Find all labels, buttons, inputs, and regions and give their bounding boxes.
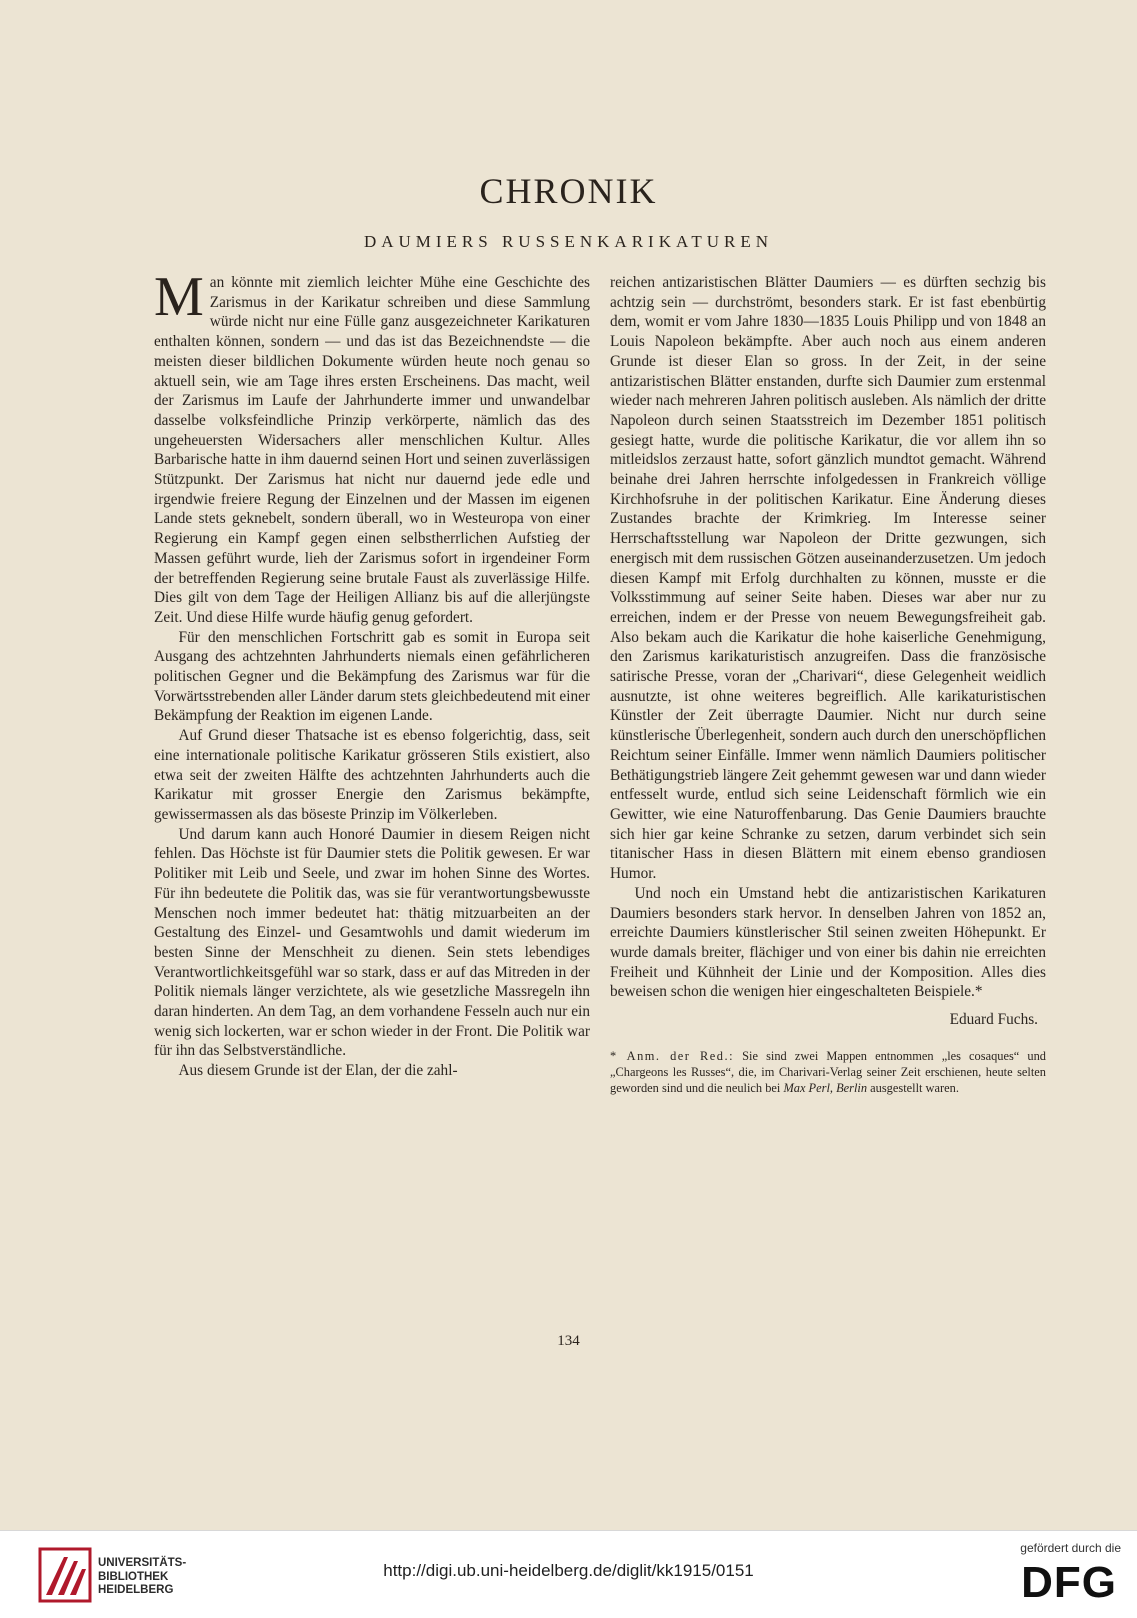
paragraph: Und noch ein Umstand hebt die antizaristischen Karikaturen Daumiers besonders stark hervor. In denselben Jahren von 1852 an, erreichte Daumiers künstlerischer Stil seinen zweiten Höhepunkt. Er wurde damals breiter, flächiger und von einer bis dahin nie erreichten Freiheit und Kühnheit der Linie und der Komposition. Alles dies beweisen schon die wenigen hier eingeschalteten Beispiele.* xyxy=(610,884,1046,1001)
page-number: 134 xyxy=(557,1333,580,1349)
article-subtitle: DAUMIERS RUSSENKARIKATUREN xyxy=(363,232,774,251)
paragraph xyxy=(154,266,590,628)
paragraph: Für den menschlichen Fortschritt gab es somit in Europa seit Ausgang des achtzehnten Jahrhunderts niemals einen gefährlicheren politischen Gegner und die Bekämpfung des Zarismus war für die Vorwärtsstrebenden aller Länder darum stets gleichbedeutend mit einer Bekämpfung der Reaktion im eigenen Lande. xyxy=(154,628,590,725)
left-column xyxy=(154,266,590,1081)
paragraph: Und darum kann auch Honoré Daumier in diesem Reigen nicht fehlen. Das Höchste ist für Daumier stets die Politik gewesen. Er war Politiker mit Leib und Seele, und zwar im hohen Sinne des Wortes. Für ihn bedeutete die Politik das, was sie für verantwortungsbewusste Menschen noch immer bedeutet hat: thätig mitzuarbeiten an der Gestaltung des Einzel- und Gesamtwohls und damit wiederum im besten Sinne der Menschheit zu dienen. Sein stets lebendiges Verantwortlichkeitsgefühl war so stark, dass er auf das Mitreden in der Politik niemals länger verzichtete, als wie gesetzliche Massregeln ihn daran hinderten. An dem Tag, an dem vorhandene Fesseln auch nur ein wenig sich lockerten, war er schon wieder in der Front. Die Politik war für ihn das Selbstverständliche. xyxy=(154,825,590,1060)
drop-cap: M xyxy=(154,266,204,328)
paragraph-text: an könnte mit ziemlich leichter Mühe eine Geschichte des Zarismus in der Karikatur schreiben und diese Sammlung würde nicht nur eine Fülle ganz ausgezeichneter Karikaturen enthalten können, sondern — und das ist das Bezeichnendste — die meisten dieser bildlichen Dokumente würden heute noch genau so aktuell sein, wie am Tage ihres ersten Erscheinens. Das macht, weil der Zarismus im Laufe der Jahrhunderte immer und unwandelbar dasselbe volksfeindliche Prinzip verkörperte, nämlich das des ungeheuersten Widersachers aller menschlichen Kultur. Alles Barbarische hatte in ihm dauernd seinen Hort und seinen zuverlässigen Stützpunkt. Der Zarismus hat nicht nur dauernd jede edle und irgendwie freiere Regung der Einzelnen und der Massen im eigenen Lande stets geknebelt, sondern überall, wo in Westeuropa von einer Regierung ein Kampf gegen einen selbstherrlichen Aufstieg der Massen geführt wurde, lieh der Zarismus sofort in irgendeiner Form der betreffenden Regierung seine brutale Faust als zuverlässige Hilfe. Dies gilt von dem Tage der Heiligen Allianz bis auf die allerjüngste Zeit. Und diese Hilfe wurde häufig genug gefordert. xyxy=(154,274,590,626)
funding-credit: gefördert durch die xyxy=(1020,1541,1121,1555)
page-title: CHRONIK xyxy=(479,171,658,211)
library-line: BIBLIOTHEK xyxy=(98,1570,169,1583)
footer-bar xyxy=(0,1530,1137,1618)
footnote-text: Sie sind zwei Mappen entnommen „les cosaques“ und „Chargeons les Russes“, die, im Charivari-Verlag seiner Zeit erschienen, heute selten geworden sind und die neulich bei xyxy=(610,1048,1046,1095)
footnote xyxy=(610,1048,1046,1096)
footnote-lead: * Anm. der Red.: xyxy=(610,1048,735,1063)
footnote-end: ausgestellt waren. xyxy=(867,1080,959,1095)
paragraph: Auf Grund dieser Thatsache ist es ebenso folgerichtig, dass, seit eine internationale politische Karikatur grösseren Stils existiert, also etwa seit der zweiten Hälfte des achtzehnten Jahrhunderts auch die Karikatur mit grosser Energie den Zarismus bekämpfte, gewissermassen als das böseste Prinzip im Völkerleben. xyxy=(154,727,590,823)
paragraph: reichen antizaristischen Blätter Daumiers — es dürften sechzig bis achtzig sein — durchströmt, besonders stark. Er ist fast ebenbürtig dem, womit er vom Jahre 1830—1835 Louis Philipp und von 1848 an Louis Napoleon bekämpfte. Aber auch noch aus einem anderen Grunde ist dieser Elan so gross. In der Zeit, in der seine antizaristischen Blätter enstanden, durfte sich Daumier zum erstenmal wieder nach mehreren Jahren politisch ausleben. Als nämlich der dritte Napoleon durch seinen Staatsstreich im Dezember 1851 politisch gesiegt hatte, wurde die politische Karikatur, die vor allem ihn so mitleidslos zerzaust hatte, sofort gänzlich mundtot gemacht. Während beinahe drei Jahren herrschte infolgedessen in Frankreich völlige Kirchhofsruhe in der politischen Karikatur. Eine Änderung dieses Zustandes brachte der Krimkrieg. Im Interesse seiner Herrschaftsstellung war Napoleon der Dritte gezwungen, sich energisch mit dem russischen Götzen auseinanderzusetzen. Um jedoch diesen Kampf mit Erfolg durchhalten zu können, musste er die Volksstimmung auf seiner Seite haben. Dieses war aber nur zu erreichen, indem er der Presse von neuem Bewegungsfreiheit gab. Also bekam auch die Karikatur die hohe kaiserliche Genehmigung, den Zarismus karikaturistisch anzugreifen. Dass die französische satirische Presse, voran der „Charivari“, diese Gelegenheit weidlich ausnutzte, ist ohne weiteres begreiflich. Alle karikaturistischen Künstler der Zeit überragte Daumier. Nicht nur durch seine künstlerische Überlegenheit, sondern auch durch den unerschöpflichen Reichtum seiner Einfälle. Immer wenn nämlich Daumiers politischer Bethätigungstrieb längere Zeit gehemmt gewesen war und dann wieder entfesselt wurde, entlud sich seine Leidenschaft förmlich wie ein Gewitter, wie eine Naturoffenbarung. Das Genie Daumiers brauchte sich hier gar keine Schranke zu setzen, darum verbindet sich sein titanischer Hass in diesen Blättern mit einem ebenso grandiosen Humor. xyxy=(610,274,1046,883)
library-line: HEIDELBERG xyxy=(98,1584,174,1596)
author-signature: Eduard Fuchs. xyxy=(949,1011,1038,1029)
paragraph: Aus diesem Grunde ist der Elan, der die zahl- xyxy=(178,1062,458,1080)
right-column xyxy=(610,273,1046,1096)
source-url-link[interactable]: http://digi.ub.uni-heidelberg.de/diglit/kk1915/0151 xyxy=(383,1561,754,1580)
footnote-publisher: Max Perl, Berlin xyxy=(783,1080,868,1095)
library-line: UNIVERSITÄTS- xyxy=(98,1557,187,1569)
dfg-logo: DFG xyxy=(1021,1558,1117,1607)
